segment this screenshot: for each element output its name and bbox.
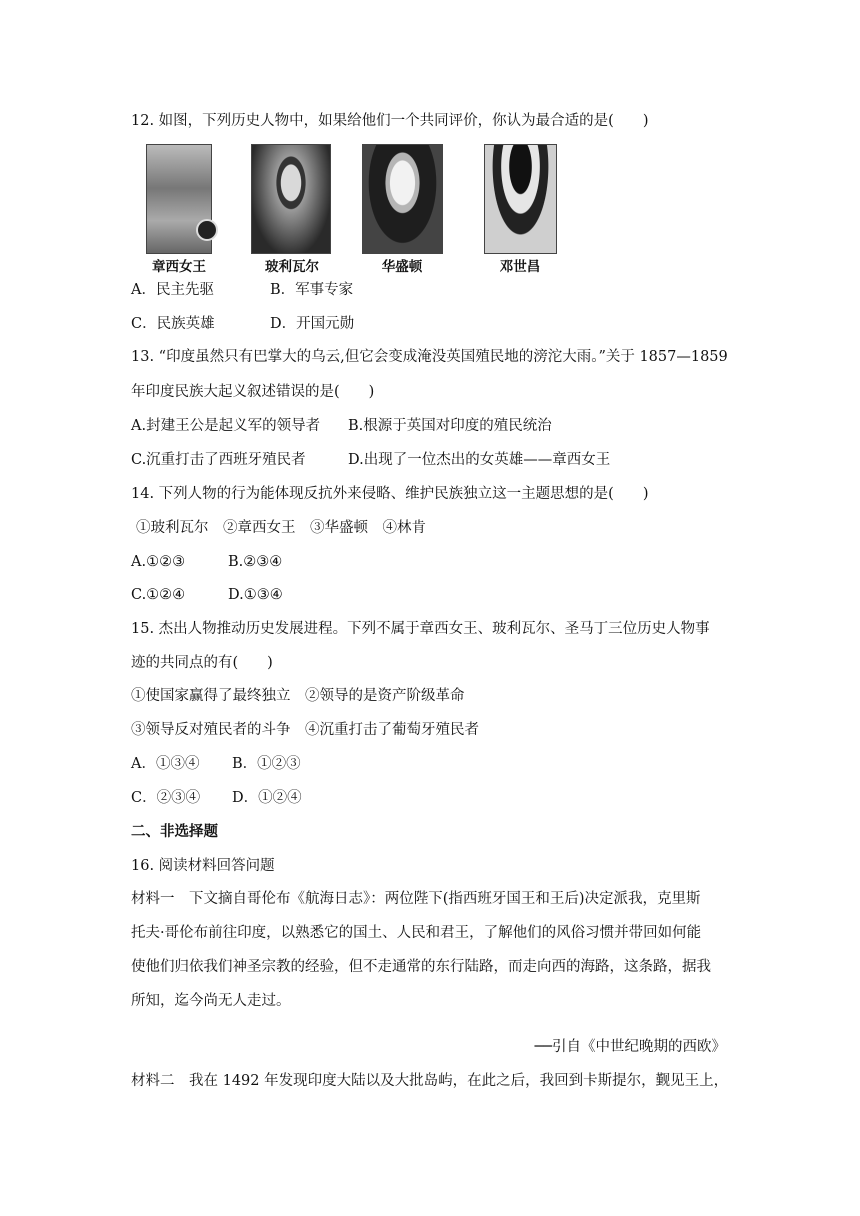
q12-option-b: B．军事专家 — [270, 282, 354, 298]
portrait-caption: 玻利瓦尔 — [265, 259, 319, 275]
q15-option-a: A．①③④ — [131, 756, 200, 772]
material1-line4: 所知，迄今尚无人走过。 — [131, 993, 291, 1009]
portrait-deng-shichang — [484, 144, 557, 254]
material1-source: ──引自《中世纪晚期的西欧》 — [534, 1039, 726, 1055]
q14-option-a: A.①②③ — [131, 554, 186, 570]
portrait-caption: 邓世昌 — [499, 259, 541, 275]
q14-items: ①玻利瓦尔 ②章西女王 ③华盛顿 ④林肯 — [136, 520, 426, 536]
q14-option-c: C.①②④ — [131, 587, 186, 603]
portrait-caption: 华盛顿 — [381, 259, 423, 275]
material1-line1: 材料一 下文摘自哥伦布《航海日志》：两位陛下(指西班牙国王和王后)决定派我，克里斯 — [131, 891, 701, 907]
portrait-bolivar — [251, 144, 331, 254]
q15-option-c: C．②③④ — [131, 790, 201, 806]
q12-stem: 12. 如图，下列历史人物中，如果给他们一个共同评价，你认为最合适的是( ) — [131, 113, 649, 129]
q15-items-line1: ①使国家赢得了最终独立 ②领导的是资产阶级革命 — [131, 688, 465, 704]
material2-line1: 材料二 我在 1492 年发现印度大陆以及大批岛屿，在此之后，我回到卡斯提尔，觐见王上， — [131, 1073, 729, 1089]
q15-option-b: B．①②③ — [232, 756, 301, 772]
portrait-caption: 章西女王 — [152, 259, 206, 275]
q13-option-d: D.出现了一位杰出的女英雄——章西女王 — [348, 452, 611, 468]
q12-option-d: D．开国元勋 — [270, 316, 355, 332]
q12-option-c: C．民族英雄 — [131, 316, 215, 332]
material1-line3: 使他们归依我们神圣宗教的经验，但不走通常的东行陆路，而走向西的海路，这条路，据我 — [131, 959, 711, 975]
portrait-washington — [362, 144, 443, 254]
q12-option-a: A．民主先驱 — [131, 282, 214, 298]
q16-stem: 16. 阅读材料回答问题 — [131, 858, 275, 874]
section-heading: 二、非选择题 — [131, 824, 218, 840]
q14-stem: 14. 下列人物的行为能体现反抗外来侵略、维护民族独立这一主题思想的是( ) — [131, 486, 649, 502]
q13-stem-line2: 年印度民族大起义叙述错误的是( ) — [131, 384, 375, 400]
q15-items-line2: ③领导反对殖民者的斗争 ④沉重打击了葡萄牙殖民者 — [131, 722, 479, 738]
seal-icon — [196, 219, 218, 241]
q13-option-c: C.沉重打击了西班牙殖民者 — [131, 452, 306, 468]
q13-option-a: A.封建王公是起义军的领导者 — [131, 418, 321, 434]
q15-option-d: D．①②④ — [232, 790, 302, 806]
q13-stem-line1: 13. “印度虽然只有巴掌大的乌云,但它会变成淹没英国殖民地的滂沱大雨。”关于 1857—1859 — [131, 349, 728, 365]
q15-stem-line2: 迹的共同点的有( ) — [131, 655, 273, 671]
material1-line2: 托夫·哥伦布前往印度，以熟悉它的国土、人民和君王，了解他们的风俗习惯并带回如何能 — [131, 925, 702, 941]
q14-option-b: B.②③④ — [228, 554, 283, 570]
q14-option-d: D.①③④ — [228, 587, 283, 603]
q13-option-b: B.根源于英国对印度的殖民统治 — [348, 418, 552, 434]
q15-stem-line1: 15. 杰出人物推动历史发展进程。下列不属于章西女王、玻利瓦尔、圣马丁三位历史人物事 — [131, 621, 710, 637]
